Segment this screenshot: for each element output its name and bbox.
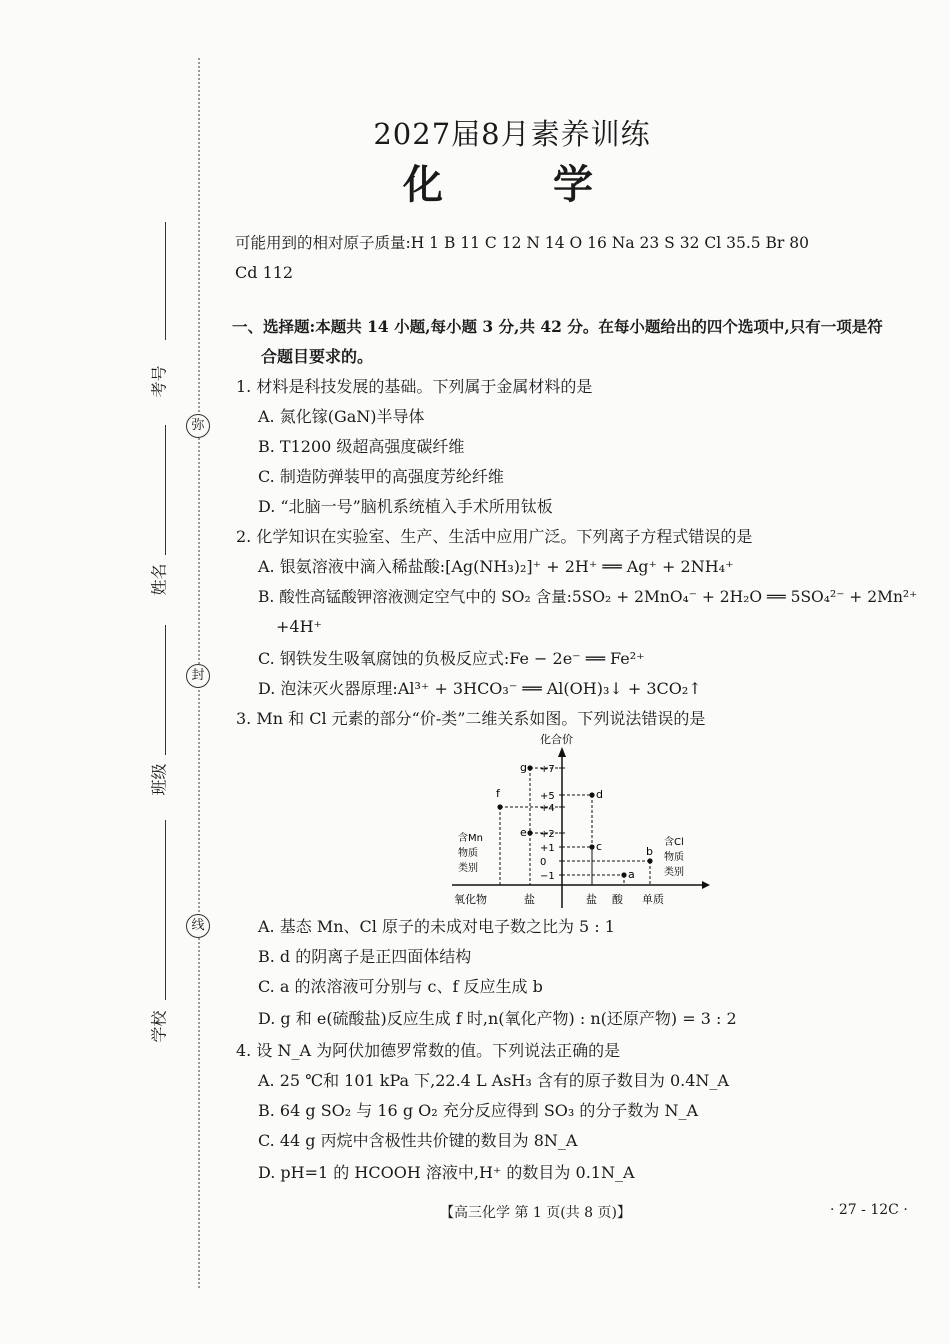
- x-label-mn-salt: 盐: [524, 893, 535, 906]
- q2-option-b-cont: +4H⁺: [276, 617, 322, 636]
- school-label: 学校: [149, 1010, 169, 1043]
- y-tick-label: −1: [540, 871, 555, 882]
- exam-number-label: 考号: [149, 365, 169, 398]
- x-label-cl-salt: 盐: [586, 893, 597, 906]
- seal-char-mi: 弥: [186, 414, 210, 438]
- name-label: 姓名: [149, 563, 169, 596]
- q3-stem: 3. Mn 和 Cl 元素的部分“价-类”二维关系如图。下列说法错误的是: [236, 709, 706, 728]
- q3-option-d[interactable]: D. g 和 e(硫酸盐)反应生成 f 时,n(氧化产物) : n(还原产物) = 3 : 2: [258, 1009, 737, 1028]
- point-e: [527, 830, 532, 835]
- cl-label-1: 含Cl: [664, 837, 684, 848]
- q4-option-b[interactable]: B. 64 g SO₂ 与 16 g O₂ 充分反应得到 SO₃ 的分子数为 N_A: [258, 1101, 699, 1120]
- point-c: [589, 844, 594, 849]
- y-tick-label: +5: [540, 791, 555, 802]
- seal-char-xian: 线: [186, 914, 210, 938]
- point-a: [621, 872, 626, 877]
- point-g: [527, 765, 532, 770]
- y-axis-label: 化合价: [540, 733, 573, 746]
- q1-option-a[interactable]: A. 氮化镓(GaN)半导体: [258, 407, 425, 426]
- point-label-d: d: [596, 788, 603, 801]
- page-footer: 【高三化学 第 1 页(共 8 页)】: [440, 1205, 631, 1221]
- q3-option-a[interactable]: A. 基态 Mn、Cl 原子的未成对电子数之比为 5 : 1: [258, 917, 615, 936]
- q4-option-c[interactable]: C. 44 g 丙烷中含极性共价键的数目为 8N_A: [258, 1131, 578, 1150]
- x-axis-arrow: [702, 881, 710, 889]
- point-label-e: e: [520, 826, 527, 839]
- point-label-b: b: [646, 845, 653, 858]
- subject-title: 化 学: [403, 161, 641, 208]
- q3-option-c[interactable]: C. a 的浓溶液可分别与 c、f 反应生成 b: [258, 977, 543, 996]
- x-label-acid: 酸: [612, 893, 623, 906]
- class-label: 班级: [149, 763, 169, 796]
- x-label-element: 单质: [642, 893, 664, 906]
- name-line[interactable]: [165, 425, 166, 555]
- y-tick-label: +4: [540, 803, 555, 814]
- y-tick-label: +1: [540, 843, 555, 854]
- page-code: · 27 - 12C ·: [830, 1202, 908, 1218]
- q4-stem: 4. 设 N_A 为阿伏加德罗常数的值。下列说法正确的是: [236, 1041, 621, 1060]
- point-label-a: a: [628, 868, 635, 881]
- section-heading: 一、选择题:本题共 14 小题,每小题 3 分,共 42 分。在每小题给出的四个选项中,只有一项是符: [232, 317, 883, 336]
- section-heading-cont: 合题目要求的。: [261, 347, 374, 366]
- atomic-mass-line1: 可能用到的相对原子质量:H 1 B 11 C 12 N 14 O 16 Na 23 S 32 Cl 35.5 Br 80: [235, 234, 809, 252]
- seal-char-feng: 封: [186, 664, 210, 688]
- x-label-oxide: 氧化物: [454, 893, 487, 906]
- cl-label-3: 类别: [664, 867, 684, 878]
- q4-option-a[interactable]: A. 25 ℃和 101 kPa 下,22.4 L AsH₃ 含有的原子数目为 0.4N_A: [258, 1071, 729, 1090]
- q2-option-d[interactable]: D. 泡沫灭火器原理:Al³⁺ + 3HCO₃⁻ ══ Al(OH)₃↓ + 3CO₂↑: [258, 679, 702, 698]
- q2-option-c[interactable]: C. 钢铁发生吸氧腐蚀的负极反应式:Fe − 2e⁻ ══ Fe²⁺: [258, 649, 645, 668]
- q4-option-d[interactable]: D. pH=1 的 HCOOH 溶液中,H⁺ 的数目为 0.1N_A: [258, 1163, 635, 1182]
- q1-option-c[interactable]: C. 制造防弹装甲的高强度芳纶纤维: [258, 467, 504, 486]
- q3-option-b[interactable]: B. d 的阴离子是正四面体结构: [258, 947, 472, 966]
- cl-label-2: 物质: [664, 852, 684, 863]
- q2-option-b[interactable]: B. 酸性高锰酸钾溶液测定空气中的 SO₂ 含量:5SO₂ + 2MnO₄⁻ + 2H₂O ══ 5SO₄²⁻ + 2Mn²⁺: [258, 588, 918, 606]
- point-label-f: f: [496, 787, 500, 800]
- exam-number-line[interactable]: [165, 222, 166, 340]
- y-tick-label: 0: [540, 857, 547, 868]
- q1-stem: 1. 材料是科技发展的基础。下列属于金属材料的是: [236, 377, 593, 396]
- q2-option-a[interactable]: A. 银氨溶液中滴入稀盐酸:[Ag(NH₃)₂]⁺ + 2H⁺ ══ Ag⁺ + 2NH₄⁺: [258, 557, 734, 576]
- exam-title: 2027届8月素养训练: [373, 117, 651, 151]
- point-f: [497, 804, 502, 809]
- valence-class-chart: [452, 733, 712, 913]
- atomic-mass-line2: Cd 112: [235, 263, 294, 282]
- q1-option-b[interactable]: B. T1200 级超高强度碳纤维: [258, 437, 465, 456]
- school-line[interactable]: [165, 820, 166, 1000]
- data-points: [496, 761, 653, 881]
- mn-label-2: 物质: [458, 848, 478, 859]
- y-tick-label: +7: [540, 764, 555, 775]
- mn-label-3: 类别: [458, 863, 478, 874]
- point-d: [589, 792, 594, 797]
- point-label-c: c: [596, 840, 603, 853]
- point-label-g: g: [520, 761, 527, 774]
- class-line[interactable]: [165, 625, 166, 755]
- mn-label-1: 含Mn: [458, 833, 483, 844]
- q1-option-d[interactable]: D. “北脑一号”脑机系统植入手术所用钛板: [258, 497, 553, 516]
- q2-stem: 2. 化学知识在实验室、生产、生活中应用广泛。下列离子方程式错误的是: [236, 527, 753, 546]
- y-tick-label: +2: [540, 829, 555, 840]
- y-axis-arrow: [558, 747, 566, 757]
- point-b: [647, 858, 652, 863]
